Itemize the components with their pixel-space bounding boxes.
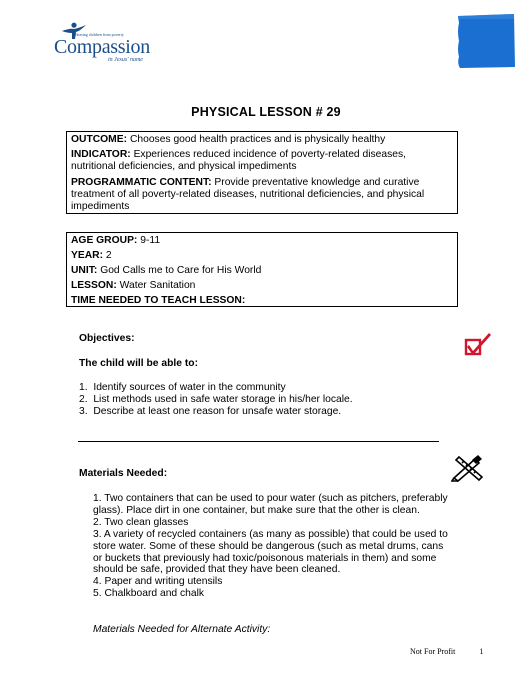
compassion-logo	[50, 22, 170, 72]
footer-note: Not For Profit	[410, 647, 456, 656]
list-item: 5. Chalkboard and chalk	[93, 588, 205, 600]
programmatic-content-line: PROGRAMMATIC CONTENT: Provide preventative knowledge and curative treatment of all poverty-related diseases, nutritional deficiencies, and physical impediments	[71, 176, 425, 213]
materials-heading: Materials Needed:	[79, 468, 168, 479]
unit-line: UNIT: God Calls me to Care for His World	[71, 265, 262, 276]
indicator-line: INDICATOR: Experiences reduced incidence of poverty-related diseases, nutritional deficiencies, and physical impediments	[71, 149, 407, 173]
year-line: YEAR: 2	[71, 250, 112, 261]
pencil-ruler-icon	[451, 454, 485, 482]
list-item: 3. Describe at least one reason for unsafe water storage.	[79, 406, 342, 417]
list-item: 2. Two clean glasses	[93, 516, 189, 528]
outcome-box	[66, 131, 458, 214]
objectives-heading: Objectives:	[79, 333, 135, 344]
time-needed-line: TIME NEEDED TO TEACH LESSON:	[71, 295, 246, 306]
lesson-info-box	[66, 232, 458, 307]
logo-subline: in Jesus' name	[108, 57, 143, 63]
page-footer	[410, 647, 483, 656]
logo-tagline: Releasing children from poverty	[72, 32, 124, 37]
list-item: 1. Identify sources of water in the community	[79, 382, 286, 393]
list-item: 3. A variety of recycled containers (as many as possible) that could be used to store water. Some of these should be dangerous (such as metal drums, cans or buckets that previously had toxic/poisonous materials in them) and some should be safe, provided that they have been cleaned.	[93, 528, 448, 576]
list-item: 4. Paper and writing utensils	[93, 576, 223, 588]
alternate-materials-heading: Materials Needed for Alternate Activity:	[93, 624, 271, 635]
list-item: 2. List methods used in safe water storage in his/her locale.	[79, 394, 353, 405]
logo-wordmark: Compassion	[54, 36, 150, 58]
section-divider	[78, 441, 439, 442]
page-title: PHYSICAL LESSON # 29	[191, 105, 341, 119]
checkbox-check-icon	[463, 331, 493, 357]
blue-corner-block	[456, 13, 516, 69]
page-number: 1	[479, 647, 484, 656]
objectives-list	[79, 382, 353, 418]
age-group-line: AGE GROUP: 9-11	[71, 235, 161, 246]
list-item: 1. Two containers that can be used to pour water (such as pitchers, preferably glass). Place dirt in one container, but make sure that the other is clean.	[93, 493, 448, 516]
lesson-line: LESSON: Water Sanitation	[71, 280, 196, 291]
outcome-line: OUTCOME: Chooses good health practices and is physically healthy	[71, 134, 386, 145]
materials-list	[93, 493, 451, 600]
objectives-subheading: The child will be able to:	[79, 358, 198, 369]
